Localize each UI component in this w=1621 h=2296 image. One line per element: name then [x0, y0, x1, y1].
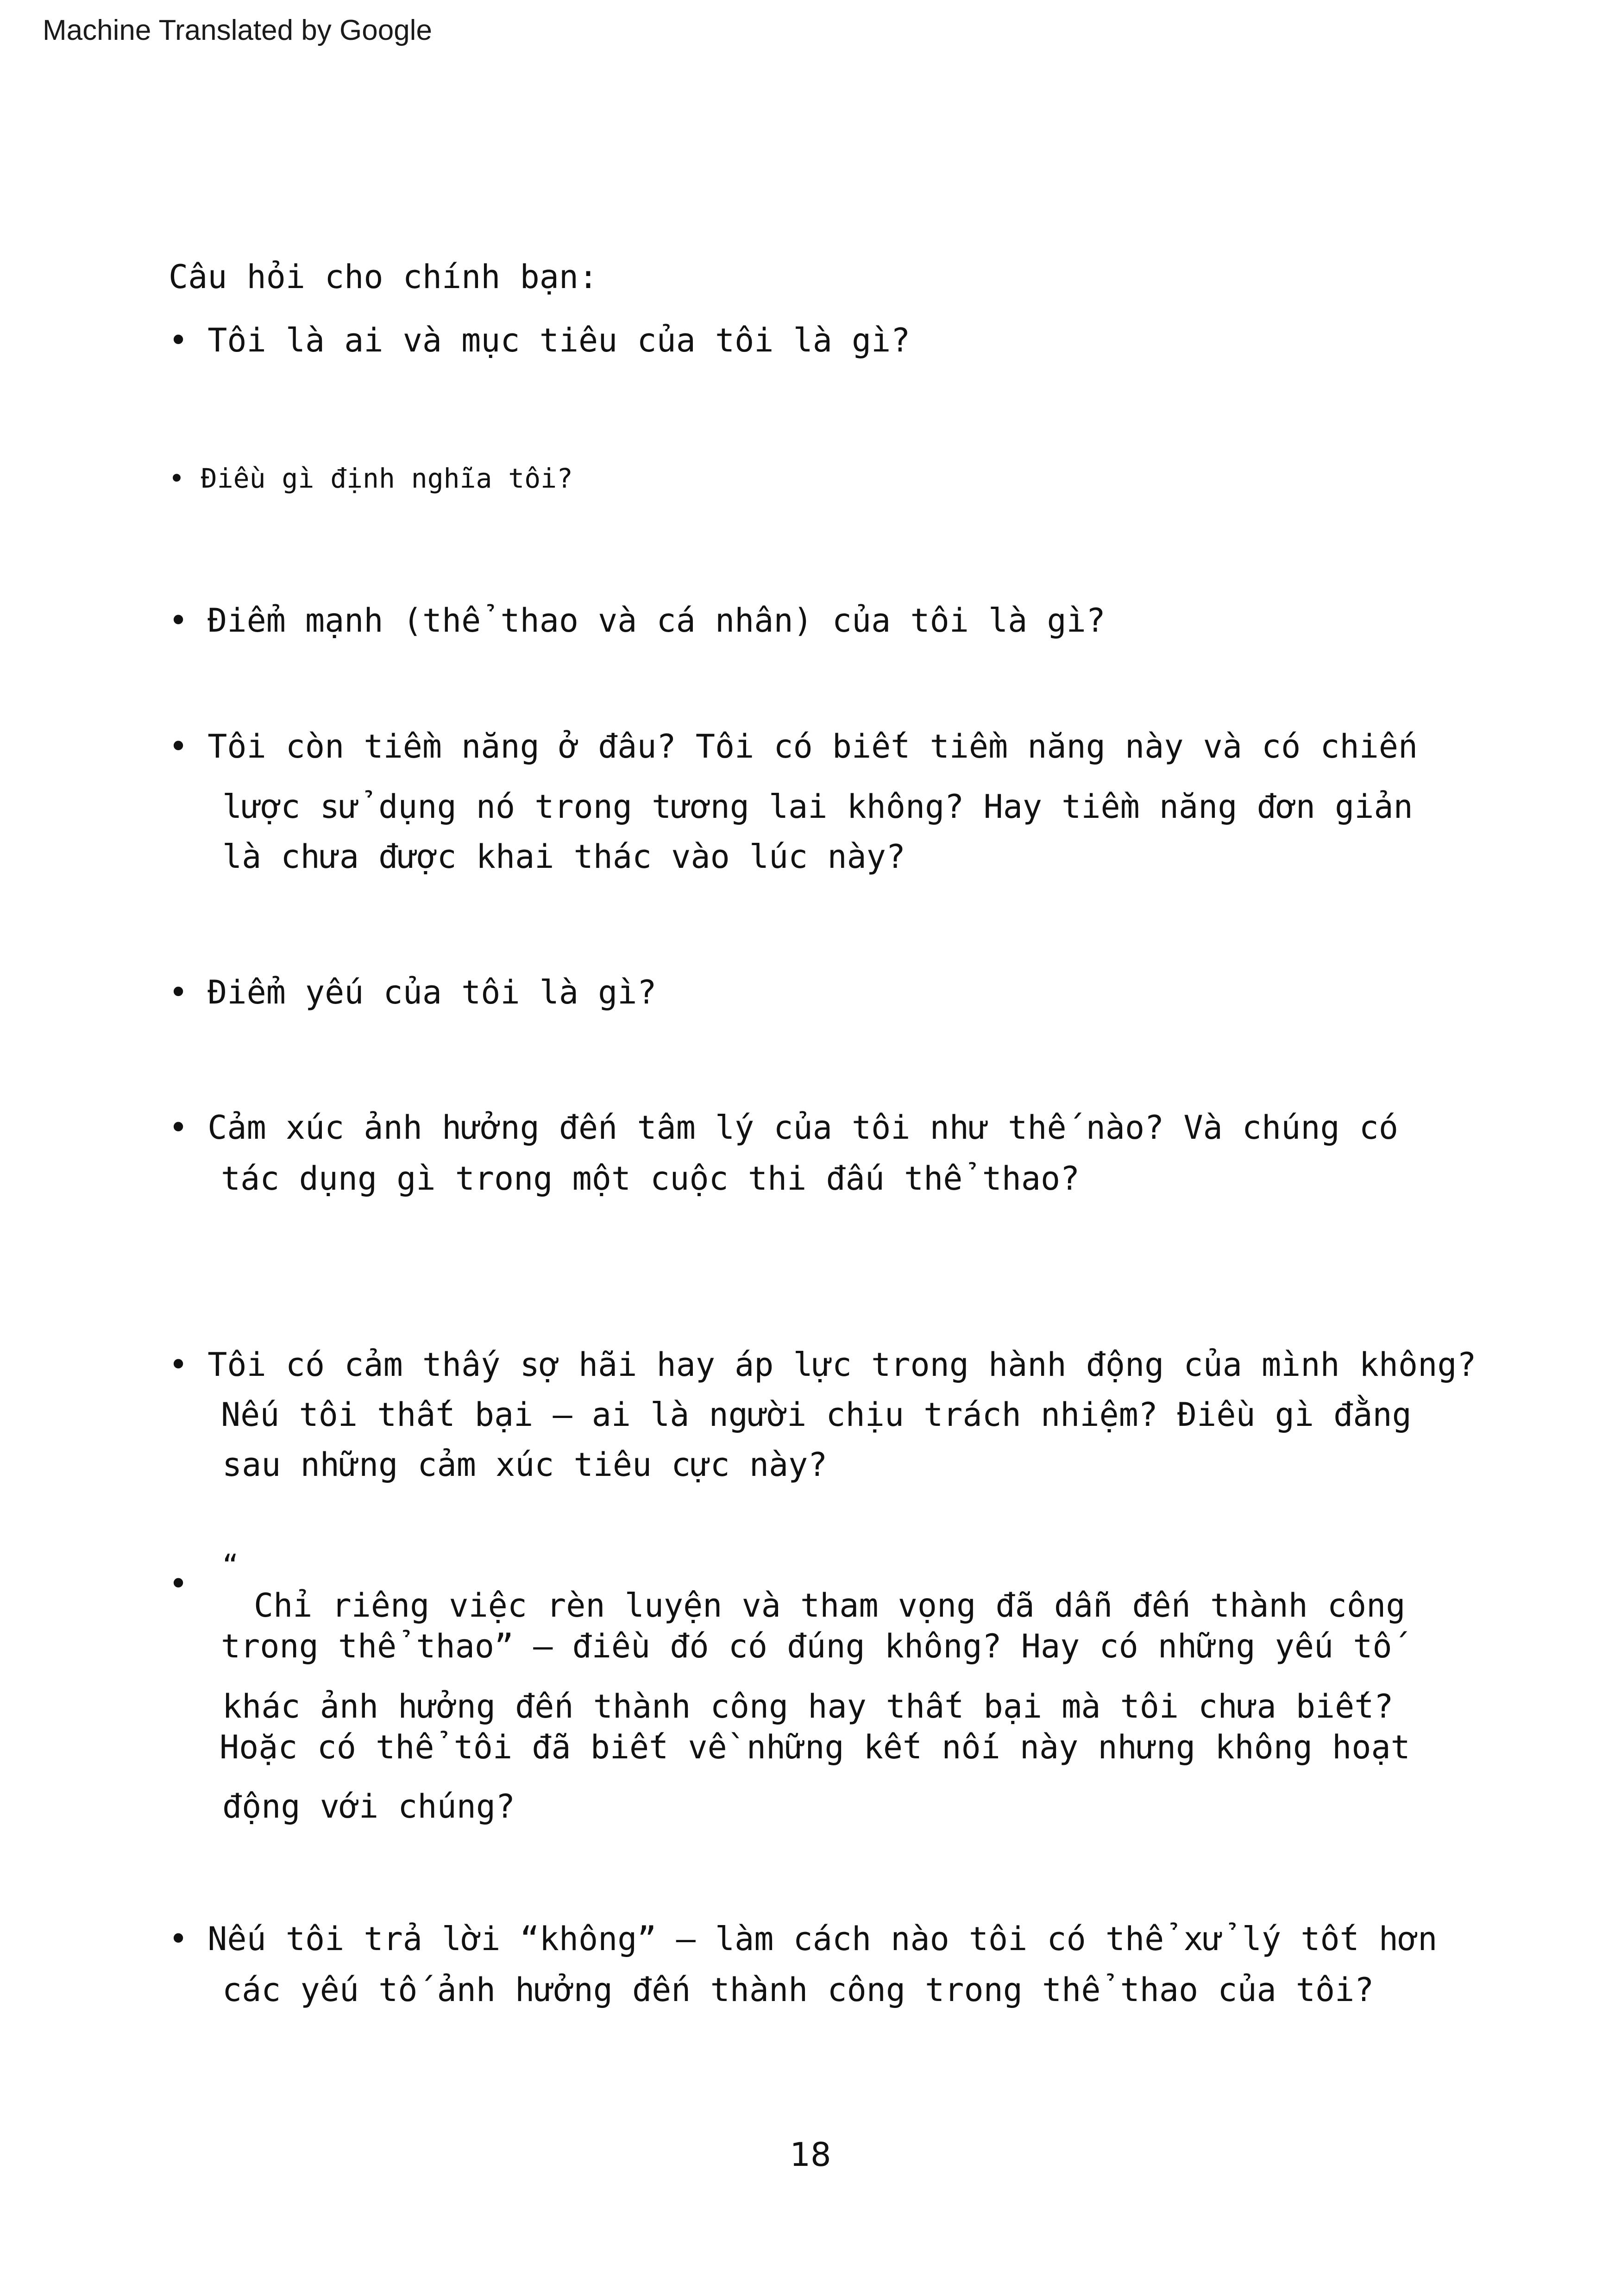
question-potential-line-3: là chưa được khai thác vào lúc này? [222, 838, 906, 876]
section-heading: Câu hỏi cho chính bạn: [169, 258, 598, 296]
question-emotions-line-1: • Cảm xúc ảnh hưởng đến tâm lý của tôi như thế nào? Và chúng có [169, 1109, 1399, 1147]
question-training-bullet: • [169, 1565, 188, 1603]
question-what-defines-me: • Điều gì định nghĩa tôi? [169, 463, 573, 494]
question-if-no-line-1: • Nếu tôi trả lời “không” – làm cách nào tôi có thể xử lý tốt hơn [169, 1920, 1438, 1958]
question-strengths: • Điểm mạnh (thể thao và cá nhân) của tôi là gì? [169, 602, 1106, 640]
question-training-line-1: Chỉ riêng việc rèn luyện và tham vọng đã dẫn đến thành công [254, 1587, 1406, 1625]
question-emotions-line-2: tác dụng gì trong một cuộc thi đấu thể thao? [221, 1160, 1080, 1198]
question-who-am-i: • Tôi là ai và mục tiêu của tôi là gì? [169, 321, 911, 359]
question-if-no-line-2: các yếu tố ảnh hưởng đến thành công trong thể thao của tôi? [222, 1971, 1374, 2009]
question-training-line-5: động với chúng? [222, 1788, 515, 1826]
question-potential-line-1: • Tôi còn tiềm năng ở đâu? Tôi có biết tiềm năng này và có chiến [169, 728, 1418, 765]
question-weaknesses: • Điểm yếu của tôi là gì? [169, 973, 657, 1011]
question-fear-line-3: sau những cảm xúc tiêu cực này? [222, 1446, 828, 1484]
question-fear-line-2: Nếu tôi thất bại – ai là người chịu trách nhiệm? Điều gì đằng [221, 1396, 1412, 1434]
machine-translated-banner: Machine Translated by Google [43, 14, 432, 46]
question-fear-line-1: • Tôi có cảm thấy sợ hãi hay áp lực trong hành động của mình không? [169, 1346, 1476, 1384]
page-number: 18 [790, 2136, 831, 2174]
question-training-line-4: Hoặc có thể tôi đã biết về những kết nối này nhưng không hoạt [220, 1728, 1410, 1766]
question-training-line-3: khác ảnh hưởng đến thành công hay thất bại mà tôi chưa biết? [222, 1687, 1394, 1725]
question-potential-line-2: lược sử dụng nó trong tương lai không? Hay tiềm năng đơn giản [222, 788, 1413, 826]
question-training-open-quote: “ [222, 1549, 239, 1581]
question-training-line-2: trong thể thao” – điều đó có đúng không? Hay có những yếu tố [221, 1627, 1392, 1665]
